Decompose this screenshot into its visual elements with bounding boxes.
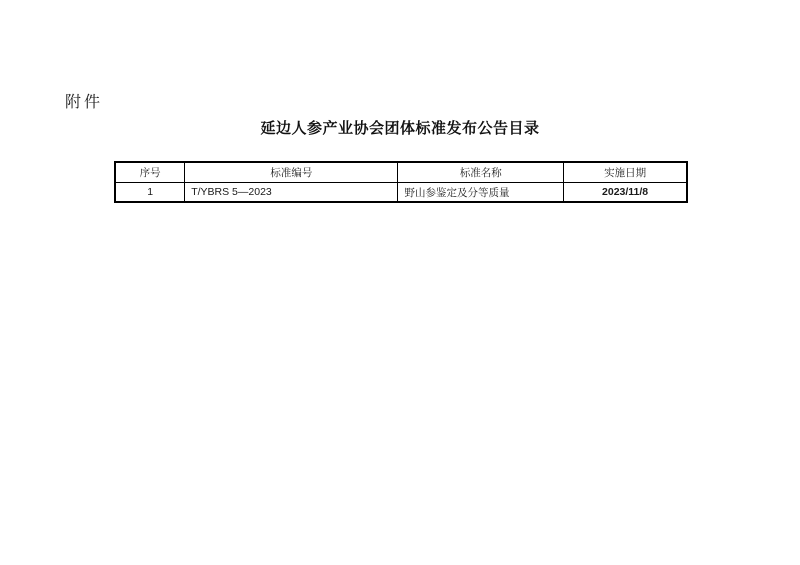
table-row (115, 183, 687, 203)
attachment-label: 附件 (65, 94, 104, 111)
header-implementation-date: 实施日期 (564, 162, 687, 183)
standards-table (114, 161, 688, 203)
cell-implementation-date: 2023/11/8 (564, 183, 687, 203)
table-header-row (115, 162, 687, 183)
header-standard-name: 标准名称 (398, 162, 564, 183)
cell-standard-name: 野山参鉴定及分等质量 (398, 183, 564, 203)
cell-standard-number: T/YBRS 5—2023 (185, 183, 398, 203)
page-title: 延边人参产业协会团体标准发布公告目录 (260, 121, 540, 137)
header-standard-number: 标准编号 (185, 162, 398, 183)
header-serial-number: 序号 (115, 162, 185, 183)
cell-serial-number: 1 (115, 183, 185, 203)
